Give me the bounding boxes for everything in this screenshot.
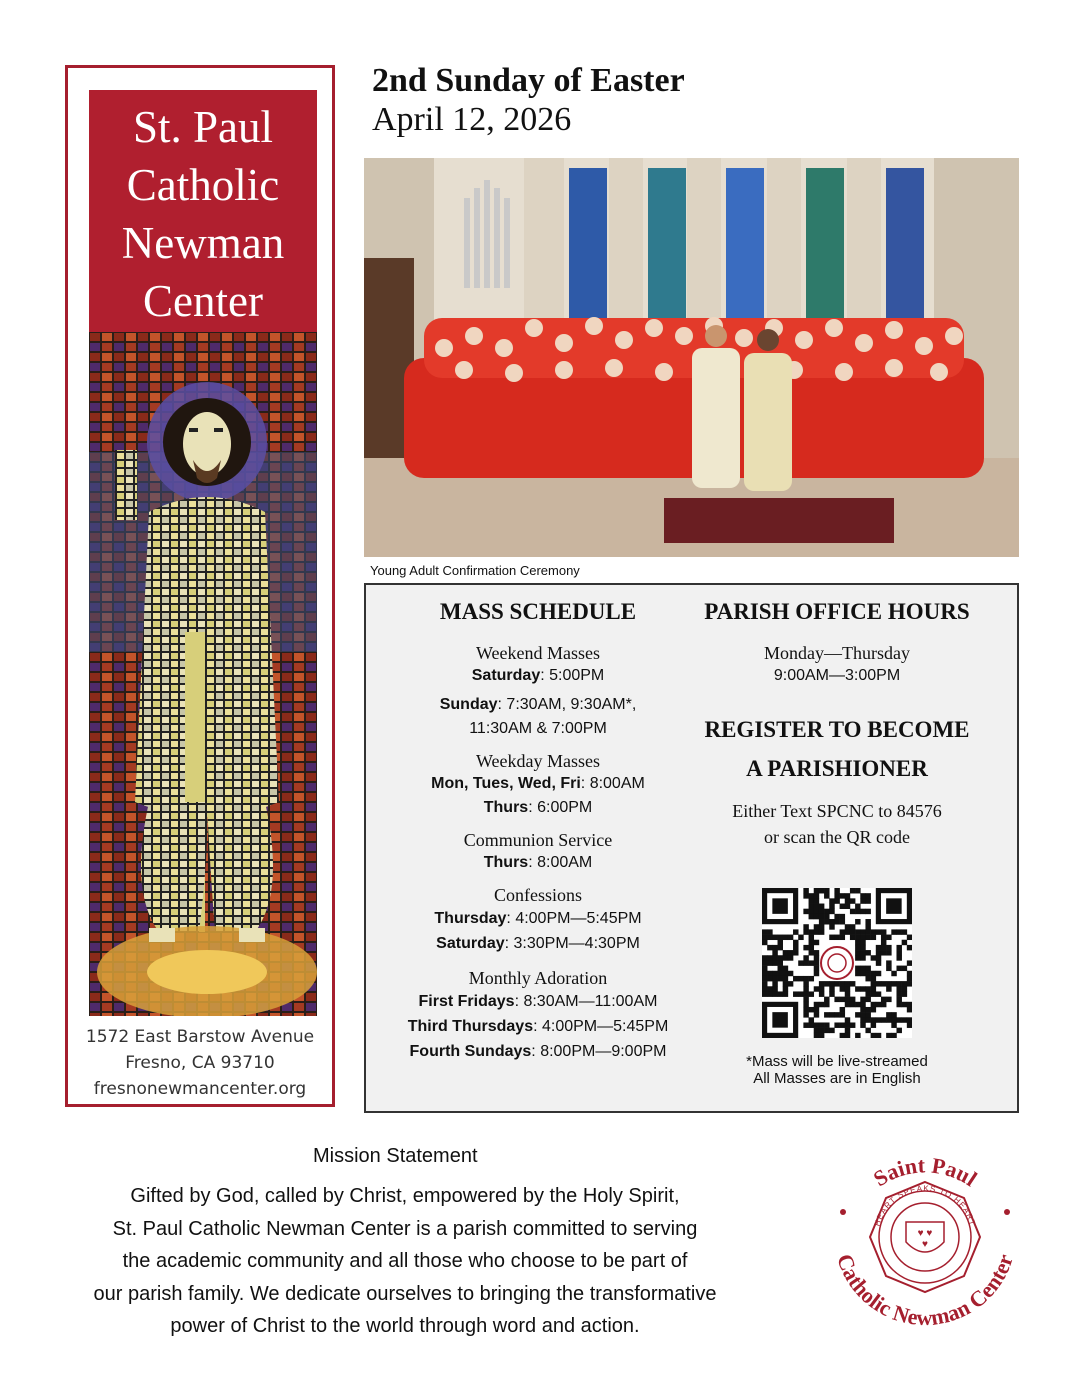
mission-statement-title: Mission Statement [313, 1145, 478, 1167]
mass-schedule [366, 599, 710, 1064]
seal-top-text: Saint Paul [868, 1152, 982, 1192]
mission-line: our parish family. We dedicate ourselves to bringing the transformative [93, 1282, 717, 1305]
mass-time: : 7:30AM, 9:30AM*, [497, 696, 637, 713]
sunday-mass-line-2: 11:30AM & 7:00PM [469, 720, 607, 737]
service-time: : 8:00PM—9:00PM [531, 1043, 667, 1060]
mission-line: power of Christ to the world through word and action. [170, 1315, 640, 1337]
confessions-title: Confessions [493, 885, 582, 905]
register-instructions [686, 798, 988, 850]
mass-notes [686, 1053, 988, 1087]
address-city: Fresno, CA 93710 [125, 1053, 275, 1073]
photo-caption: Young Adult Confirmation Ceremony [370, 563, 580, 578]
service-time: : 8:30AM—11:00AM [514, 993, 658, 1010]
register-heading [686, 710, 988, 788]
weekday-masses-title: Weekday Masses [475, 751, 600, 771]
text-instruction: Either Text SPCNC to 84576 [732, 801, 942, 821]
svg-text:Catholic Newman Center [832, 1251, 1018, 1330]
adoration-first-line [366, 989, 710, 1014]
weekday-mass-line [366, 772, 710, 796]
confessions-saturday-line [366, 931, 710, 956]
language-note: All Masses are in English [753, 1070, 921, 1087]
mission-line: the academic community and all those who choose to be part of [122, 1250, 688, 1272]
adoration-fourth-line [366, 1039, 710, 1064]
seal-bottom-text: Catholic Newman Center [831, 1250, 1018, 1331]
livestream-note: *Mass will be live-streamed [746, 1053, 928, 1070]
qr-instruction: or scan the QR code [764, 827, 910, 847]
service-time: : 8:00AM [528, 854, 593, 871]
weekend-masses-title: Weekend Masses [475, 643, 600, 663]
mission-line: Gifted by God, called by Christ, empowered by the Holy Spirit, [130, 1185, 680, 1207]
day-label: First Fridays [418, 993, 515, 1010]
day-label: Thursday [434, 910, 507, 927]
day-label: Mon, Tues, Wed, Fri [431, 775, 581, 792]
parish-office-hours [686, 599, 988, 850]
day-label: Sunday [439, 696, 498, 713]
service-time: : 4:00PM—5:45PM [506, 910, 642, 927]
banner-title [89, 98, 317, 330]
confessions-thursday-line [366, 906, 710, 931]
saturday-mass-line [366, 664, 710, 688]
thursday-mass-line [366, 796, 710, 820]
svg-text:♥: ♥ [922, 1239, 928, 1250]
communion-line [366, 851, 710, 875]
sunday-mass-line [366, 693, 710, 717]
day-label: Fourth Sundays [409, 1043, 532, 1060]
banner-title-line: Center [143, 276, 263, 326]
mass-schedule-heading: MASS SCHEDULE [439, 599, 637, 624]
office-hours-heading: PARISH OFFICE HOURS [704, 599, 970, 624]
monthly-adoration-title: Monthly Adoration [468, 968, 608, 988]
svg-text:HEART SPEAKS TO HEART [873, 1184, 978, 1227]
parish-banner [65, 65, 335, 1107]
adoration-third-line [366, 1014, 710, 1039]
mass-time: : 6:00PM [528, 799, 593, 816]
website-link[interactable]: fresnonewmancenter.org [93, 1079, 307, 1099]
office-days: Monday—Thursday [764, 643, 910, 663]
office-hours: 9:00AM—3:00PM [773, 667, 901, 684]
communion-service-title: Communion Service [463, 830, 613, 850]
svg-text:♥ ♥: ♥ ♥ [917, 1228, 933, 1239]
banner-title-line: Newman [121, 218, 285, 268]
day-label: Thurs [483, 854, 529, 871]
banner-title-block [89, 90, 317, 332]
banner-title-line: St. Paul [132, 102, 274, 152]
mass-time: : 5:00PM [540, 667, 605, 684]
seal-inner-text: HEART SPEAKS TO HEART [872, 1183, 978, 1228]
stained-glass-christ-image [89, 332, 317, 1016]
parish-address [68, 1024, 332, 1102]
bulletin-date: April 12, 2026 [372, 101, 572, 138]
day-label: Saturday [436, 935, 505, 952]
register-heading-line: A PARISHIONER [746, 756, 928, 781]
liturgical-day-title: 2nd Sunday of Easter [372, 62, 685, 99]
register-qr-code[interactable] [762, 888, 912, 1038]
mission-statement-text [60, 1180, 750, 1343]
register-heading-line: REGISTER TO BECOME [704, 717, 970, 742]
address-street: 1572 East Barstow Avenue [85, 1027, 315, 1047]
service-time: : 3:30PM—4:30PM [504, 935, 640, 952]
newman-center-seal-logo [826, 1138, 1024, 1336]
day-label: Saturday [471, 667, 541, 684]
mission-line: St. Paul Catholic Newman Center is a parish committed to serving [112, 1217, 698, 1240]
schedule-box [364, 583, 1019, 1113]
day-label: Thurs [483, 799, 529, 816]
banner-title-line: Catholic [126, 160, 280, 210]
confirmation-group-photo [364, 158, 1019, 557]
mass-time: : 8:00AM [580, 775, 645, 792]
service-time: : 4:00PM—5:45PM [533, 1018, 669, 1035]
day-label: Third Thursdays [407, 1018, 534, 1035]
